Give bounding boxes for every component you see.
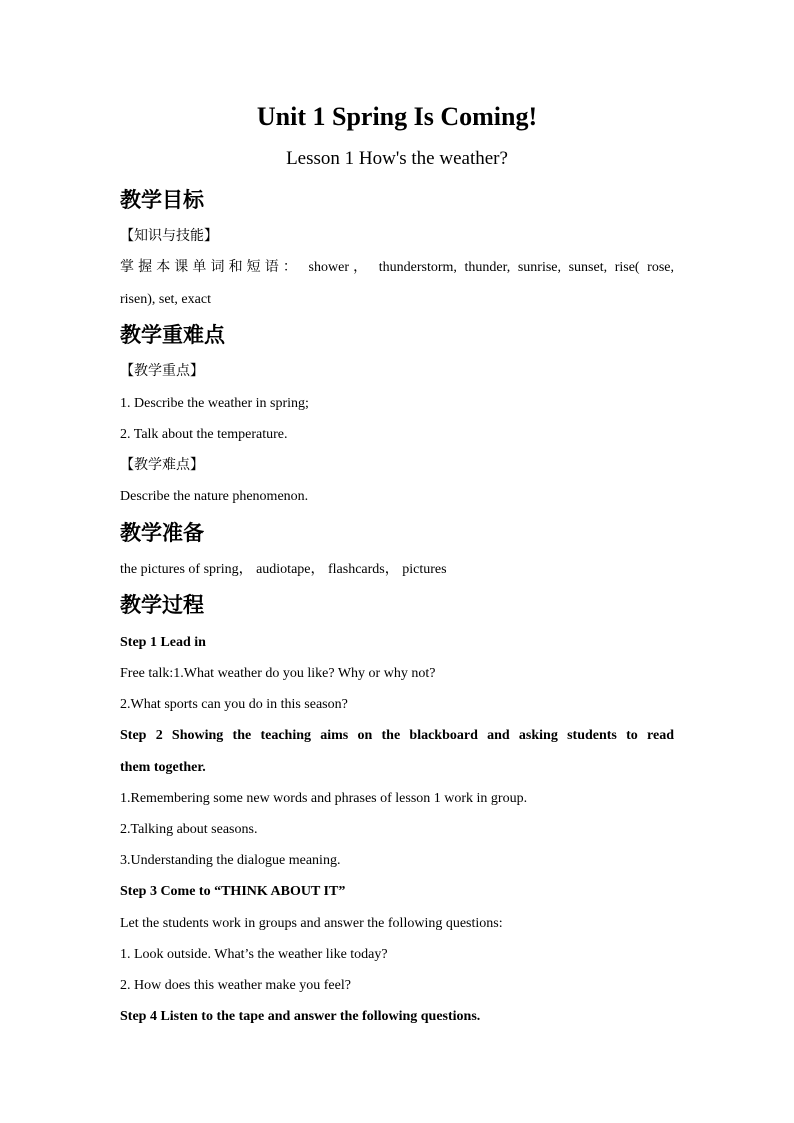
difficult-points-subheading: 【教学难点】	[120, 457, 204, 473]
vocabulary-line-1: 掌握本课单词和短语： shower， thunderstorm, thunder, sunrise, sunset, rise( rose,	[120, 260, 674, 275]
step-3-item-1: 1. Look outside. What’s the weather like today?	[120, 947, 388, 962]
step-3-item-2: 2. How does this weather make you feel?	[120, 978, 351, 993]
key-point-item-1: 1. Describe the weather in spring;	[120, 396, 309, 411]
key-points-subheading: 【教学重点】	[120, 363, 204, 379]
step-1-title: Step 1 Lead in	[120, 635, 206, 650]
step-1-line-1: Free talk:1.What weather do you like? Why or why not?	[120, 666, 436, 681]
process-heading: 教学过程	[120, 593, 204, 617]
key-point-item-2: 2. Talk about the temperature.	[120, 427, 288, 442]
difficult-point-item: Describe the nature phenomenon.	[120, 489, 309, 504]
preparation-heading: 教学准备	[120, 521, 204, 545]
knowledge-skills-subheading: 【知识与技能】	[120, 228, 218, 244]
lesson-subtitle: Lesson 1 How's the weather?	[286, 148, 508, 169]
preparation-text: the pictures of spring， audiotape， flashcards， pictures	[120, 562, 447, 577]
step-2-item-1: 1.Remembering some new words and phrases of lesson 1 work in group.	[120, 791, 528, 806]
step-3-intro: Let the students work in groups and answer the following questions:	[120, 916, 503, 931]
objectives-heading: 教学目标	[120, 188, 204, 212]
document-title: Unit 1 Spring Is Coming!	[256, 102, 538, 131]
vocabulary-line-2: risen), set, exact	[120, 292, 211, 307]
step-1-line-2: 2.What sports can you do in this season?	[120, 697, 348, 712]
step-2-item-2: 2.Talking about seasons.	[120, 822, 258, 837]
step-3-title: Step 3 Come to “THINK ABOUT IT”	[120, 884, 346, 899]
step-4-title: Step 4 Listen to the tape and answer the following questions.	[120, 1009, 481, 1024]
step-2-item-3: 3.Understanding the dialogue meaning.	[120, 853, 341, 868]
step-2-title-line-1: Step 2 Showing the teaching aims on the blackboard and asking students to read	[120, 728, 674, 743]
step-2-title-line-2: them together.	[120, 760, 206, 775]
key-points-heading: 教学重难点	[120, 323, 225, 347]
